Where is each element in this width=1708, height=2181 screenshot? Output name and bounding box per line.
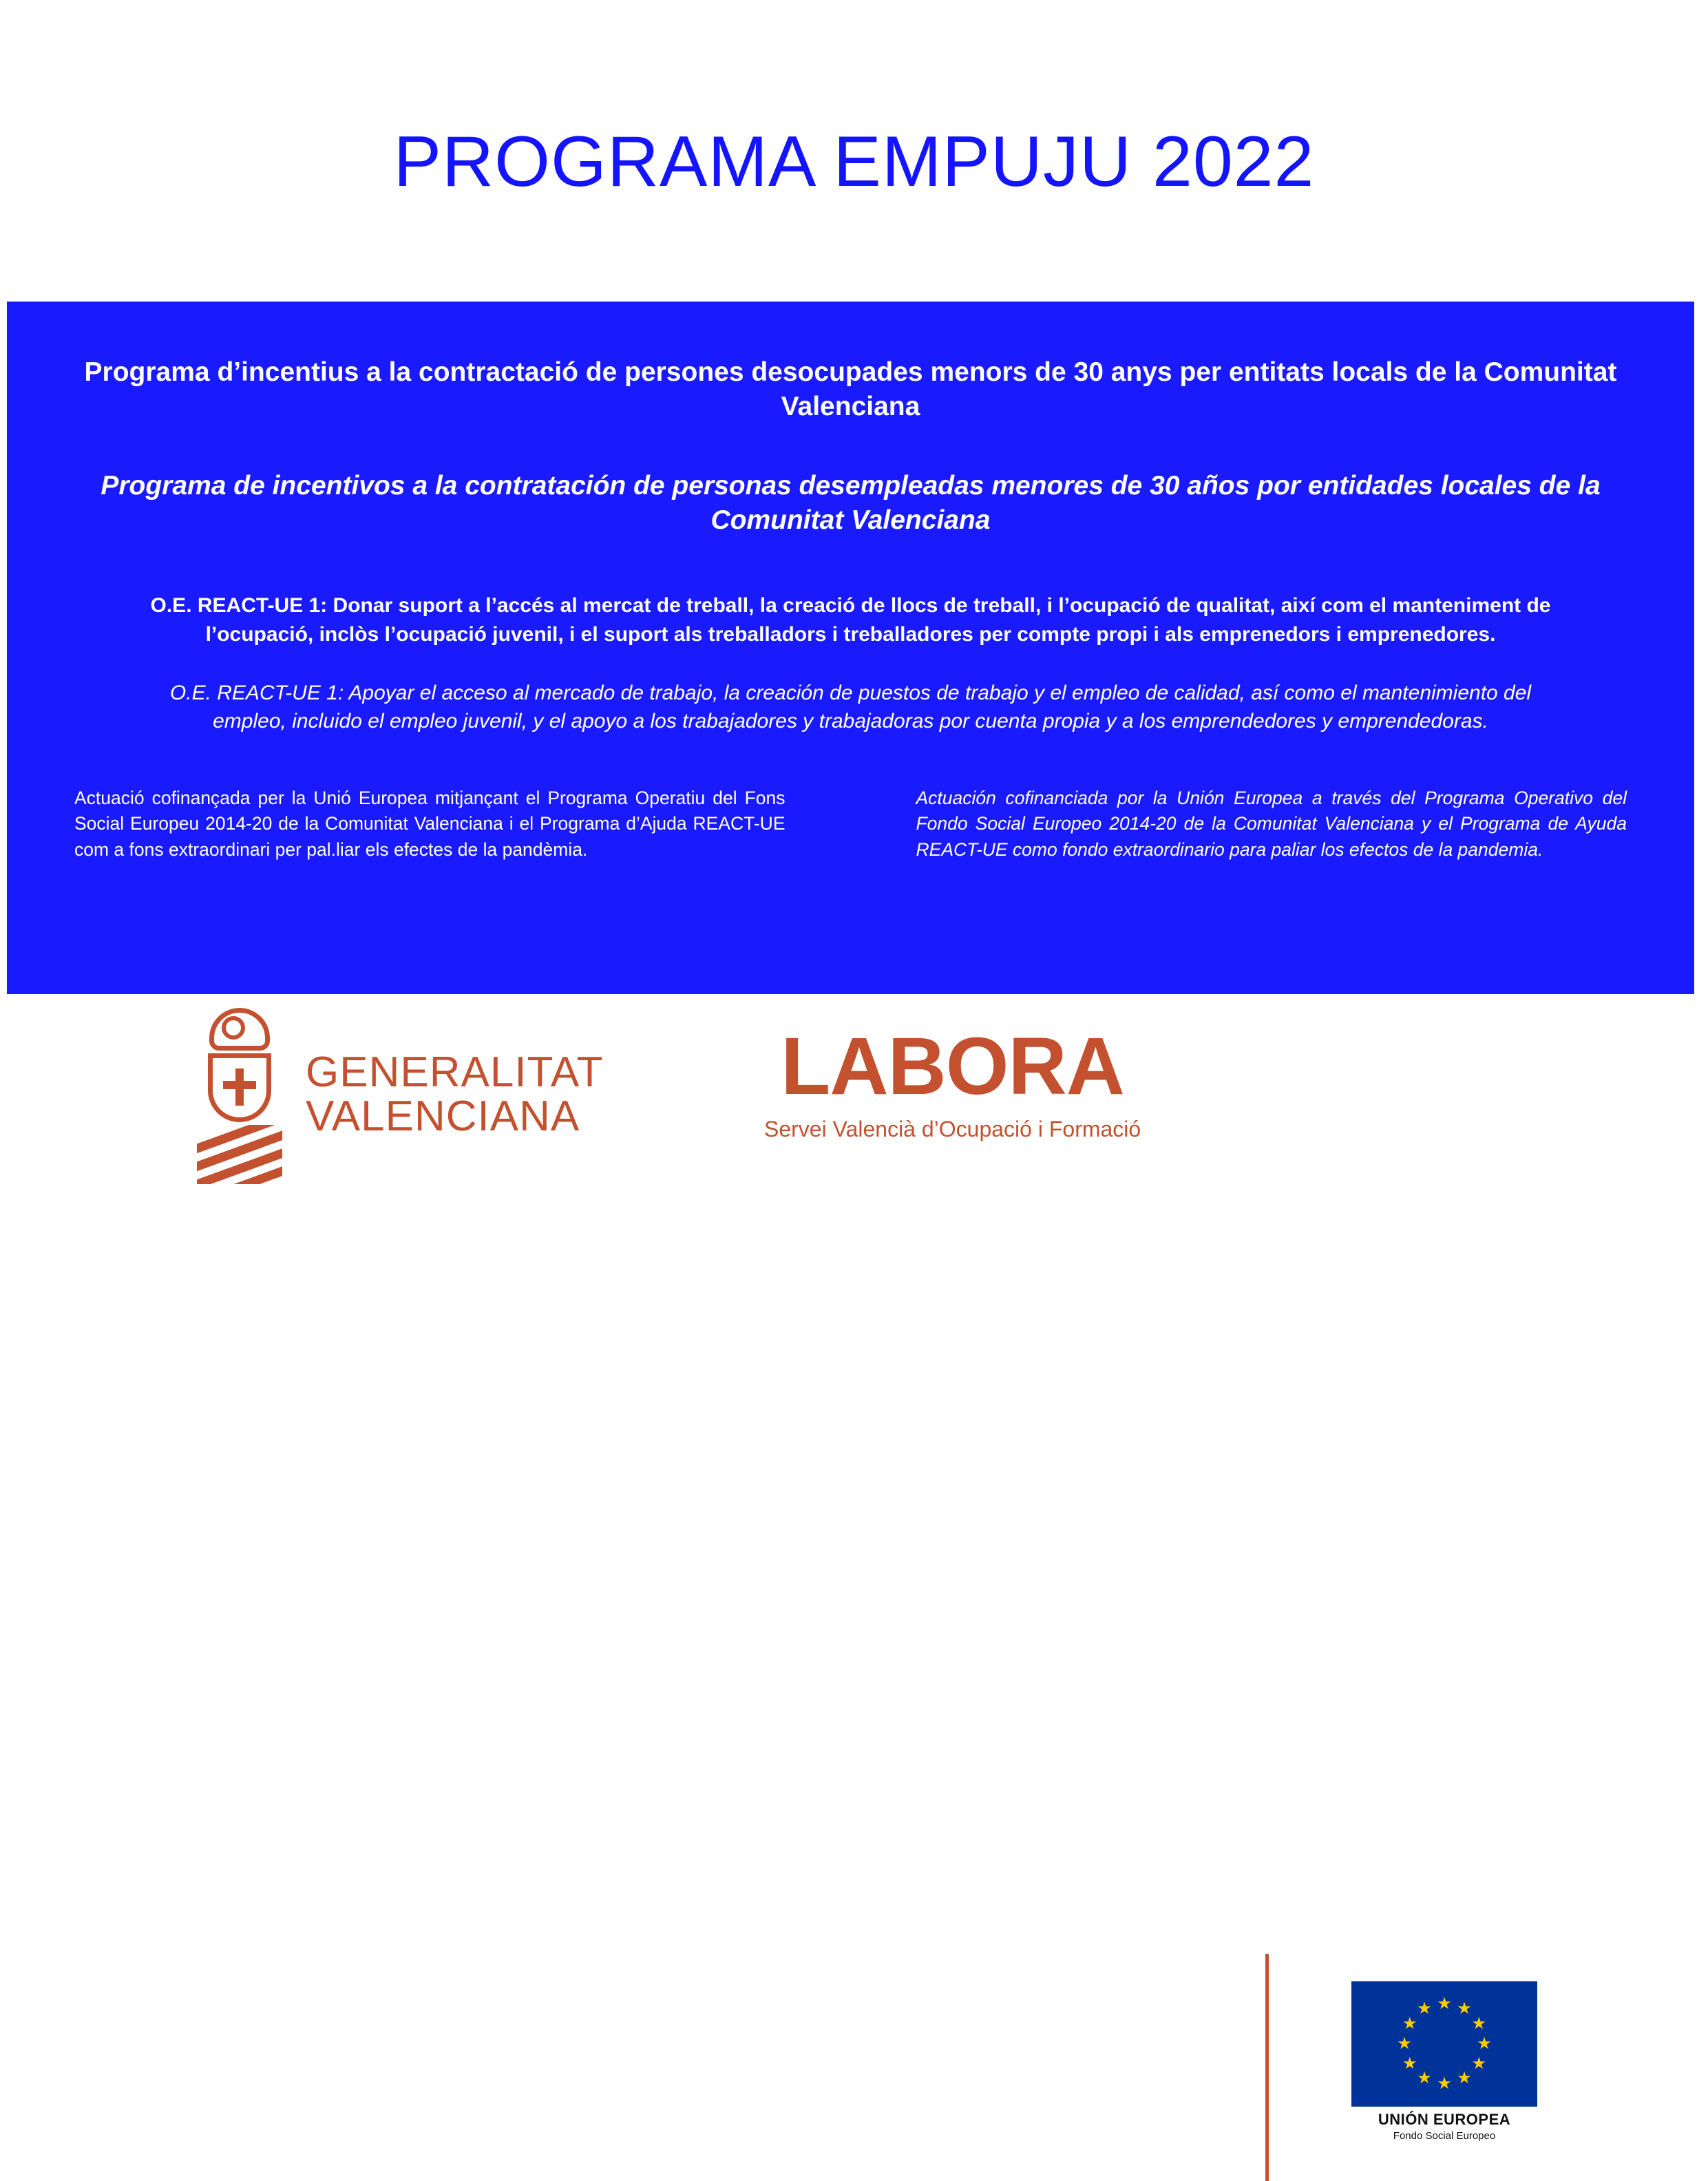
eu-star-icon: ★ <box>1397 2034 1412 2053</box>
heading-spanish: Programa de incentivos a la contratación de personas desempleadas menores de 30 años por entidades locales de la Comunitat Valenciana <box>101 471 1601 536</box>
labora-subtitle: Servei Valencià d’Ocupació i Formació <box>764 1116 1141 1141</box>
eu-star-icon: ★ <box>1402 2054 1417 2073</box>
eu-star-icon: ★ <box>1471 2014 1486 2033</box>
eu-star-icon: ★ <box>1437 2074 1452 2093</box>
generalitat-wordmark-line2: VALENCIANA <box>306 1092 580 1140</box>
poster-title <box>0 48 1708 201</box>
logo-divider <box>1265 1954 1269 2181</box>
eu-flag-icon <box>1351 1981 1537 2107</box>
eu-caption-line2: Fondo Social Europeo <box>1393 2129 1496 2142</box>
eu-star-icon: ★ <box>1417 2068 1432 2087</box>
heading-catalan: Programa d’incentius a la contractació de persones desocupades menors de 30 anys per entitats locals de la Comunitat Valenciana <box>84 357 1617 421</box>
labora-logo <box>764 1020 1141 1142</box>
logo-strip <box>0 997 1708 2142</box>
generalitat-wordmark <box>306 1049 604 1140</box>
page-title: PROGRAMA EMPUJU 2022 <box>393 121 1315 202</box>
eu-star-icon: ★ <box>1471 2054 1486 2073</box>
eu-star-icon: ★ <box>1477 2034 1492 2053</box>
footnote-spanish: Actuación cofinanciada por la Unión Europea a través del Programa Operativo del Fondo Social Europeo 2014-20 de la Comunitat Valenciana y el Programa de Ayuda REACT-UE como fondo extraordinario para paliar los efectos de la pandemia. <box>916 787 1627 861</box>
objective-catalan: O.E. REACT-UE 1: Donar suport a l’accés al mercat de treball, la creació de llocs de treball, i l’ocupació de qualitat, així com el manteniment de l’ocupació, inclòs l’ocupació juvenil, i el suport als treballadors i treballadores per compte propi i als emprenedors i emprenedores. <box>150 594 1551 646</box>
footnote-catalan: Actuació cofinançada per la Unió Europea mitjançant el Programa Operatiu del Fons Social Europeu 2014-20 de la Comunitat Valenciana i el Programa d’Ajuda REACT-UE com a fons extraordinari per pal.liar els efectes de la pandèmia. <box>74 787 786 861</box>
objective-spanish: O.E. REACT-UE 1: Apoyar el acceso al mercado de trabajo, la creación de puestos de trabajo y el empleo de calidad, así como el mantenimiento del empleo, incluido el empleo juvenil, y el apoyo a los trabajadores y trabajadoras por cuenta propia y a los emprendedores y emprendedoras. <box>169 682 1532 733</box>
eu-star-icon: ★ <box>1417 1999 1432 2019</box>
generalitat-valenciana-logo <box>191 1005 603 1184</box>
eu-star-icon: ★ <box>1457 2068 1472 2087</box>
generalitat-wordmark-line1: GENERALITAT <box>306 1049 604 1097</box>
eu-star-icon: ★ <box>1437 1994 1452 2013</box>
eu-caption-line1: UNIÓN EUROPEA <box>1378 2110 1511 2128</box>
generalitat-crest-icon <box>191 1005 288 1184</box>
info-panel <box>7 302 1694 994</box>
european-union-logo <box>1351 1981 1537 2142</box>
eu-star-icon: ★ <box>1402 2014 1417 2033</box>
eu-caption <box>1351 2111 1537 2142</box>
labora-wordmark: LABORA <box>781 1020 1124 1112</box>
footnotes <box>55 786 1646 863</box>
eu-star-icon: ★ <box>1457 1999 1472 2019</box>
